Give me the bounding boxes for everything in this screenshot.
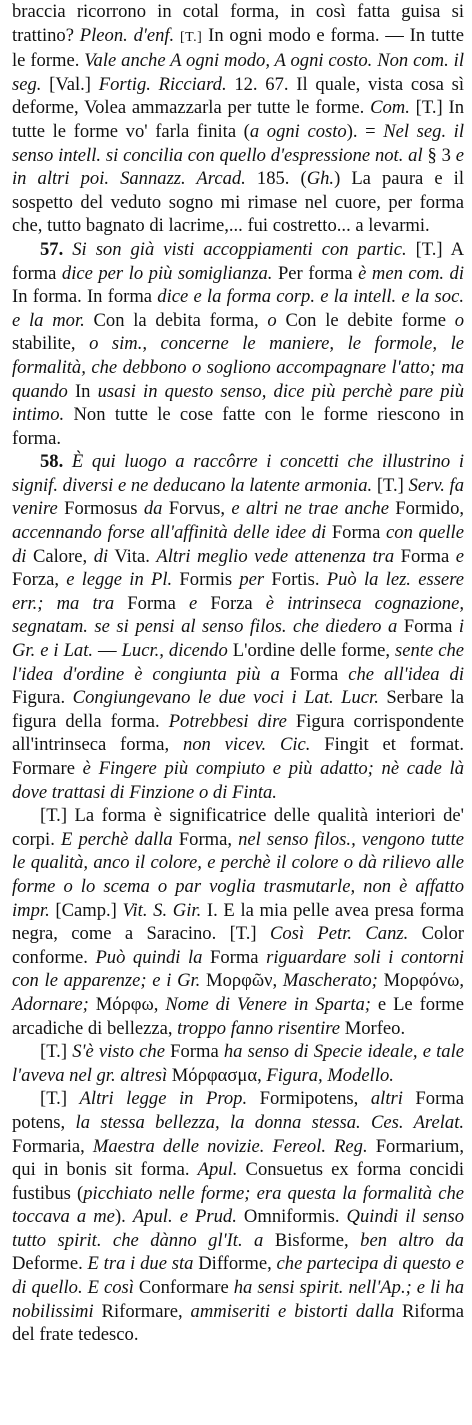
text-run: Calore,: [26, 545, 94, 567]
italic-text: e legge in Pl.: [66, 569, 173, 591]
text-run: Color conforme.: [12, 923, 464, 968]
italic-text: a ogni costo: [249, 120, 347, 142]
italic-text: Potrebbesi dire: [168, 710, 287, 732]
text-run: Forma,: [172, 828, 239, 850]
text-run: ). =: [346, 120, 384, 142]
italic-text: ha senso di Specie ideale, e tale l'aveva nel gr. altresì: [12, 1041, 465, 1086]
text-run: [T.]: [40, 1088, 80, 1110]
section-number: 57.: [40, 238, 64, 260]
italic-text: da: [143, 498, 163, 520]
entry-paragraph: [12, 450, 464, 804]
text-run: e Le forme arcadiche di bellezza,: [12, 993, 464, 1039]
text-run: Μορφόνω,: [377, 970, 464, 992]
italic-text: Apul.: [197, 1159, 238, 1181]
text-run: Riforma del frate tedesco.: [12, 1300, 464, 1346]
italic-text: dice e la forma corp. e la intell. e la soc. e la mor.: [12, 286, 464, 331]
italic-text: Vale anche A ogni modo, A ogni costo. Non com. il seg.: [12, 50, 464, 95]
text-run: [T.] A forma: [12, 238, 465, 284]
section-number: 58.: [40, 451, 64, 473]
entry-paragraph: [12, 804, 464, 1040]
italic-text: Maestra delle novizie. Fereol. Reg.: [92, 1135, 368, 1157]
italic-text: è men com. di: [358, 262, 464, 284]
text-run: Μόρφασμα,: [167, 1064, 267, 1086]
italic-text: non vicev. Cic.: [182, 734, 311, 756]
italic-text: Pleon. d'enf.: [73, 24, 180, 46]
italic-text: Fortig. Ricciard.: [98, 73, 227, 95]
entry-paragraph: [12, 1087, 464, 1347]
italic-text: Gh.: [306, 168, 335, 190]
entry-paragraph: [12, 238, 464, 450]
italic-text: i Gr. e i Lat.: [12, 616, 465, 662]
text-run: [T.] In tutte le forme vo' farla finita (: [12, 97, 465, 142]
text-run: In: [67, 380, 98, 402]
italic-text: accennando forse all'affinità delle idee di: [12, 522, 327, 544]
text-run: Forma: [114, 592, 189, 614]
text-run: Formaria,: [12, 1135, 93, 1157]
italic-text: Altri meglio vede attenenza tra: [156, 545, 395, 567]
italic-text: E tra i due sta: [87, 1253, 194, 1275]
text-run: Fingit et format. Formare: [12, 734, 464, 779]
text-run: Forma: [202, 946, 267, 968]
text-run: 185. (: [245, 168, 307, 190]
text-run: Formido,: [388, 498, 465, 520]
italic-text: è intrinseca cognazione, segnatam. se si pensi al senso filos. che diedero a: [12, 592, 464, 638]
italic-text: altri: [370, 1088, 403, 1110]
text-run: 12. 67. Il quale, vista cosa sì deforme, Volea ammazzarla per tutte le forme.: [12, 73, 464, 119]
text-run: Μορφῶν,: [200, 970, 283, 992]
italic-text: o: [454, 309, 464, 331]
italic-text: ammiseriti e bistorti dalla: [190, 1300, 395, 1322]
text-run: Forvus,: [162, 498, 232, 520]
italic-text: Adornare;: [12, 993, 89, 1015]
italic-text: Nel seg. il senso intell. si concilia con quello d'espressione not. al: [12, 120, 465, 166]
text-run: Forza,: [12, 569, 67, 591]
text-run: Deforme.: [12, 1253, 88, 1275]
text-run: Forma: [279, 663, 349, 685]
italic-text: con quelle di: [12, 522, 464, 567]
text-run: Consuetus ex forma concidi fustibus (: [12, 1159, 465, 1204]
italic-text: È qui luogo a raccôrre i concetti che illustrino i signif. diversi e ne deducano la latente armonia.: [12, 451, 464, 496]
italic-text: Così Petr. Canz.: [269, 923, 409, 945]
italic-text: che partecipa di questo e di quello. E così: [12, 1253, 464, 1299]
entry-paragraph: [12, 1040, 464, 1087]
text-run: Formosus: [57, 498, 144, 520]
text-run: In ogni modo e forma. — In tutte le forme.: [12, 24, 464, 72]
text-run: Per forma: [272, 262, 359, 284]
italic-text: E perchè dalla: [60, 828, 173, 850]
italic-text: è Fingere più compiuto e più adatto; nè cade là dove trattasi di Finzione o di Finta.: [12, 758, 464, 803]
text-run: Con le debite forme: [276, 309, 455, 331]
italic-text: sente che l'idea d'ordine è congiunta più a: [12, 640, 465, 685]
italic-text: Serv. fa venire: [12, 474, 464, 520]
italic-text: ben altro da: [360, 1229, 464, 1251]
italic-text: Si son già visti accoppiamenti con partic.: [63, 238, 407, 260]
text-run: [Val.]: [41, 73, 99, 95]
entry-paragraph: [12, 0, 464, 238]
italic-text: Apul. e Prud.: [132, 1206, 237, 1228]
text-run: § 3: [422, 144, 456, 166]
italic-text: Com.: [370, 97, 410, 119]
text-run: Vita.: [108, 545, 157, 567]
italic-text: Quindi il senso tutto spirit. che dànno gl'It. a: [12, 1206, 464, 1251]
italic-text: dicendo: [168, 640, 228, 662]
italic-text: Nome di Venere in Sparta;: [165, 993, 371, 1015]
italic-text: Mascherato;: [282, 970, 378, 992]
text-run: stabilite,: [12, 333, 90, 355]
italic-text: troppo fanno risentire: [177, 1017, 341, 1039]
text-run: Formis: [172, 569, 240, 591]
italic-text: la stessa bellezza, la donna stessa. Ces. Arelat.: [75, 1111, 465, 1133]
text-run: Figura corrispondente all'intrinseca forma,: [12, 710, 464, 756]
text-run: Con la debita forma,: [84, 309, 268, 331]
italic-text: Congiungevano le due voci i Lat. Lucr.: [72, 687, 379, 709]
text-run: Forma: [326, 522, 387, 544]
text-run: Fortis.: [264, 569, 327, 591]
text-run: Omniformis.: [236, 1206, 347, 1228]
text-run: Μόρφω,: [88, 993, 166, 1015]
italic-text: Altri legge in Prop.: [79, 1088, 248, 1110]
text-run: Riformare,: [93, 1300, 191, 1322]
italic-text: e: [455, 545, 465, 567]
text-run: Conformare: [133, 1277, 234, 1299]
text-run: Forza: [197, 592, 266, 614]
italic-text: usasi in questo senso, dice più perchè pare più intimo.: [12, 380, 464, 426]
text-run: [T.] La forma è significatrice delle qualità interiori de' corpi.: [12, 805, 464, 850]
italic-text: Vit. S. Gir.: [122, 899, 202, 921]
text-run: In forma. In forma: [12, 286, 158, 308]
italic-text: ha sensi spirit. nell'Ap.; e li ha nobilissimi: [12, 1277, 464, 1322]
italic-text: Figura, Modello.: [266, 1064, 394, 1086]
italic-text: e: [188, 592, 198, 614]
text-run: Formarium, qui in bonis sit forma.: [12, 1135, 464, 1181]
text-run: Morfeo.: [340, 1017, 406, 1039]
text-run: Forma: [164, 1041, 224, 1063]
text-run: Non tutte le cose fatte con le forme riescono in forma.: [12, 404, 464, 449]
italic-text: S'è visto che: [72, 1041, 165, 1063]
text-run: ).: [114, 1206, 133, 1228]
text-run: ) La paura e il sospetto del veduto sogno mi rimase nel cuore, per forma che, tutto bagnato di lacrime,... fui costretto... a levarmi.: [12, 168, 464, 237]
text-run: Difforme,: [193, 1253, 277, 1275]
source-mark: [T.]: [180, 29, 203, 45]
text-run: Forma: [397, 616, 459, 638]
italic-text: Lucr.,: [121, 640, 164, 662]
text-run: Forma potens,: [12, 1088, 464, 1133]
italic-text: Può quindi la: [95, 946, 203, 968]
italic-text: Può la lez. essere err.; ma tra: [12, 569, 464, 614]
italic-text: riguardare soli i contorni con le apparenze; e i Gr.: [12, 946, 465, 992]
italic-text: dice per lo più somiglianza.: [61, 262, 273, 284]
italic-text: per: [239, 569, 265, 591]
text-run: —: [93, 640, 122, 662]
text-run: Forma: [394, 545, 456, 567]
italic-text: o: [267, 309, 277, 331]
text-run: L'ordine delle forme,: [227, 640, 396, 662]
italic-text: che all'idea di: [348, 663, 465, 685]
text-run: Figura.: [12, 687, 73, 709]
italic-text: o sim., concerne le maniere, le formole, le formalità, che debbono o sogliono accompagnare l'atto; ma quando: [12, 333, 465, 402]
text-run: Formipotens,: [247, 1088, 371, 1110]
text-run: Serbare la figura della forma.: [12, 687, 464, 732]
text-run: [T.]: [372, 474, 409, 496]
text-run: braccia ricorrono in cotal forma, in così fatta guisa si trattino?: [12, 1, 464, 46]
text-run: I. E la mia pelle avea presa forma negra, come a Saracino. [T.]: [12, 899, 464, 945]
italic-text: e altri ne trae anche: [231, 498, 389, 520]
italic-text: picchiato nelle forme; era questa la formalità che toccava a me: [12, 1182, 464, 1228]
text-run: Bisforme,: [263, 1229, 361, 1251]
italic-text: di: [93, 545, 109, 567]
italic-text: nel senso filos., vengono tutte le qualità, anco il colore, e perchè il colore o dà rilievo alle forme o lo scema o par voglia trasmutarle, non è affatto impr.: [12, 828, 464, 921]
italic-text: e in altri poi. Sannazz. Arcad.: [12, 144, 465, 190]
text-run: [Camp.]: [49, 899, 123, 921]
text-run: [T.]: [40, 1041, 73, 1063]
